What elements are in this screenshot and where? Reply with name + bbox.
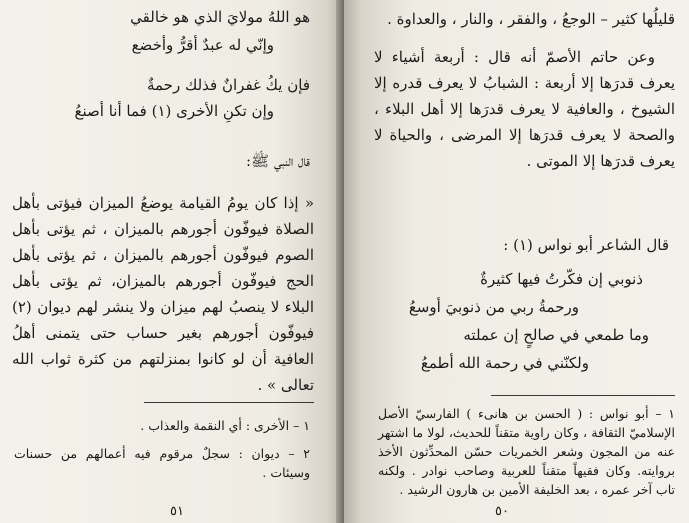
right-poem-line-3: وما طمعي في صالحٍ إن عملته <box>463 326 649 344</box>
left-footnote-2: ٢ – ديوان : سجلٌ مرقوم فيه أعمالهم من حسنات وسيئات . <box>14 446 310 480</box>
right-poem-line-4: ولكنّني في رحمة الله أطمعُ <box>420 354 589 372</box>
left-poem-line-4: وإن تكنِ الأخرى (١) فما أنا أصنعُ <box>74 102 274 120</box>
left-footnote-1: ١ – الأخرى : أي النقمة والعذاب . <box>140 418 310 433</box>
left-poem-line-3: فإن يكُ غفرانٌ فذلك رحمةٌ <box>146 76 310 94</box>
left-footnote-rule <box>144 402 314 403</box>
right-page-number: ٥٠ <box>495 504 509 519</box>
right-heading: قال الشاعر أبو نواس (١) : <box>503 236 669 254</box>
right-page <box>344 0 689 523</box>
right-top-line: قليلُها كثير – الوجعُ ، والفقر ، والنار ، والعداوة . <box>387 10 675 28</box>
right-paragraph: وعن حاتم الأصمّ أنه قال : أربعة أشياء لا يعرف قدرَها إلا أربعة : الشبابُ لا يعرف قدره إلا الشيوخ ، والعافية لا يعرف قدرَها إلا أهل البلاء ، والصحة لا يعرف قدرَها إلا المرضى ، والحياة لا يعرف قدرَها إلا الموتى . <box>374 48 675 170</box>
right-footnote: ١ – أبو نواس : ( الحسن بن هانىء ) الفارسيّ الأصل الإسلاميّ الثقافة ، وكان راوية متقناً للحديث، لولا ما اشتهر عنه من المجون وشعر الخمريات حسّن المحدِّثون الأخذ بروايته. وكان فقيهاً متقناً للعربية وصاحب نوادر . ولكنه تاب آخر عمره ، بعد الخليفة الأمين بن هارون الرشيد . <box>378 406 675 497</box>
left-page-number: ٥١ <box>170 504 184 519</box>
right-footnote-rule <box>491 395 675 396</box>
left-hadith-body: « إذا كان يومُ القيامة يوضعُ الميزان فيؤتى بأهل الصلاة فيوفّون أجورهم بالميزان ، ثم يؤتى بأهل الصوم فيوفّون أجورهم بالميزان ، ثم يؤتى بأهل الحج فيوفّون أجورهم بالميزان، ثم يؤتى بأهل البلاء لا ينصبُ لهم ميزان ولا ينشر لهم ديوان (٢) فيوفّون أجورهم بغير حساب حتى يتمنى أهلُ العافية أن لو كانوا بمنزلتهم من كثرة ثواب الله تعالى » . <box>12 194 314 394</box>
right-poem-line-2: ورحمةُ ربي من ذنوبيَ أوسعُ <box>408 298 579 316</box>
left-page <box>0 0 344 523</box>
left-poem-line-1: هو اللهُ مولايَ الذي هو خالقي <box>130 8 310 26</box>
right-poem-line-1: ذنوبي إن فكّرتُ فيها كثيرةٌ <box>480 270 643 288</box>
left-heading: قال النبي ﷺ: <box>246 152 310 170</box>
left-poem-line-2: وإنّي له عبدٌ أقرُّ وأخضع <box>131 36 274 54</box>
